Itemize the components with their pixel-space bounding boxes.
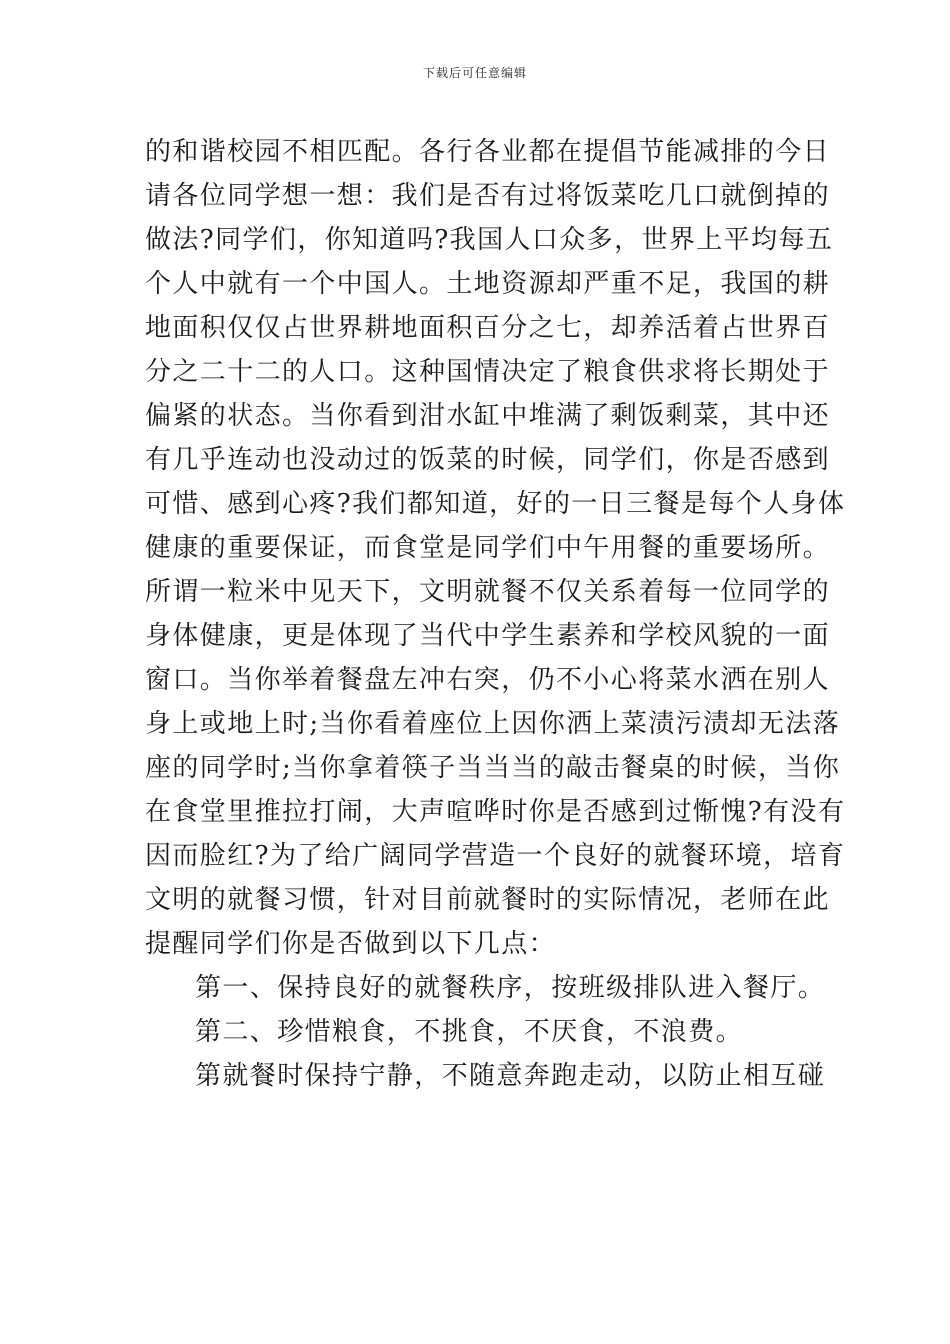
paragraph-line: 在食堂里推拉打闹，大声喧哗时你是否感到过惭愧?有没有 bbox=[145, 797, 846, 827]
paragraph-line: 身体健康，更是体现了当代中学生素养和学校风貌的一面 bbox=[145, 621, 831, 651]
paragraph-line: 请各位同学想一想：我们是否有过将饭菜吃几口就倒掉的 bbox=[145, 181, 831, 211]
paragraph-line: 有几乎连动也没动过的饭菜的时候，同学们，你是否感到 bbox=[145, 445, 831, 475]
paragraph-line: 可惜、感到心疼?我们都知道，好的一日三餐是每个人身体 bbox=[145, 489, 846, 519]
paragraph-line: 文明的就餐习惯，针对目前就餐时的实际情况，老师在此 bbox=[145, 885, 831, 915]
list-item: 第就餐时保持宁静，不随意奔跑走动，以防止相互碰 bbox=[195, 1061, 826, 1091]
paragraph-line: 分之二十二的人口。这种国情决定了粮食供求将长期处于 bbox=[145, 357, 831, 387]
paragraph-line: 因而脸红?为了给广阔同学营造一个良好的就餐环境，培育 bbox=[145, 841, 846, 871]
paragraph-line: 做法?同学们，你知道吗?我国人口众多，世界上平均每五 bbox=[145, 225, 834, 255]
paragraph-line: 身上或地上时;当你看着座位上因你洒上菜渍污渍却无法落 bbox=[145, 709, 841, 739]
paragraph-line: 的和谐校园不相匹配。各行各业都在提倡节能减排的今日 bbox=[145, 137, 831, 167]
paragraph-line: 偏紧的状态。当你看到泔水缸中堆满了剩饭剩菜，其中还 bbox=[145, 401, 831, 431]
paragraph-line: 窗口。当你举着餐盘左冲右突，仍不小心将菜水洒在别人 bbox=[145, 665, 831, 695]
paragraph-line: 提醒同学们你是否做到以下几点： bbox=[145, 929, 557, 959]
paragraph-line: 健康的重要保证，而食堂是同学们中午用餐的重要场所。 bbox=[145, 533, 831, 563]
paragraph-line: 所谓一粒米中见天下，文明就餐不仅关系着每一位同学的 bbox=[145, 577, 831, 607]
paragraph-line: 地面积仅仅占世界耕地面积百分之七，却养活着占世界百 bbox=[145, 313, 831, 343]
paragraph-line: 个人中就有一个中国人。土地资源却严重不足，我国的耕 bbox=[145, 269, 831, 299]
list-item: 第一、保持良好的就餐秩序，按班级排队进入餐厅。 bbox=[195, 973, 826, 1003]
paragraph-line: 座的同学时;当你拿着筷子当当当的敲击餐桌的时候，当你 bbox=[145, 753, 841, 783]
page-header: 下载后可任意编辑 bbox=[422, 66, 527, 80]
list-item: 第二、珍惜粮食，不挑食，不厌食，不浪费。 bbox=[195, 1017, 744, 1047]
body-text bbox=[145, 130, 846, 1098]
